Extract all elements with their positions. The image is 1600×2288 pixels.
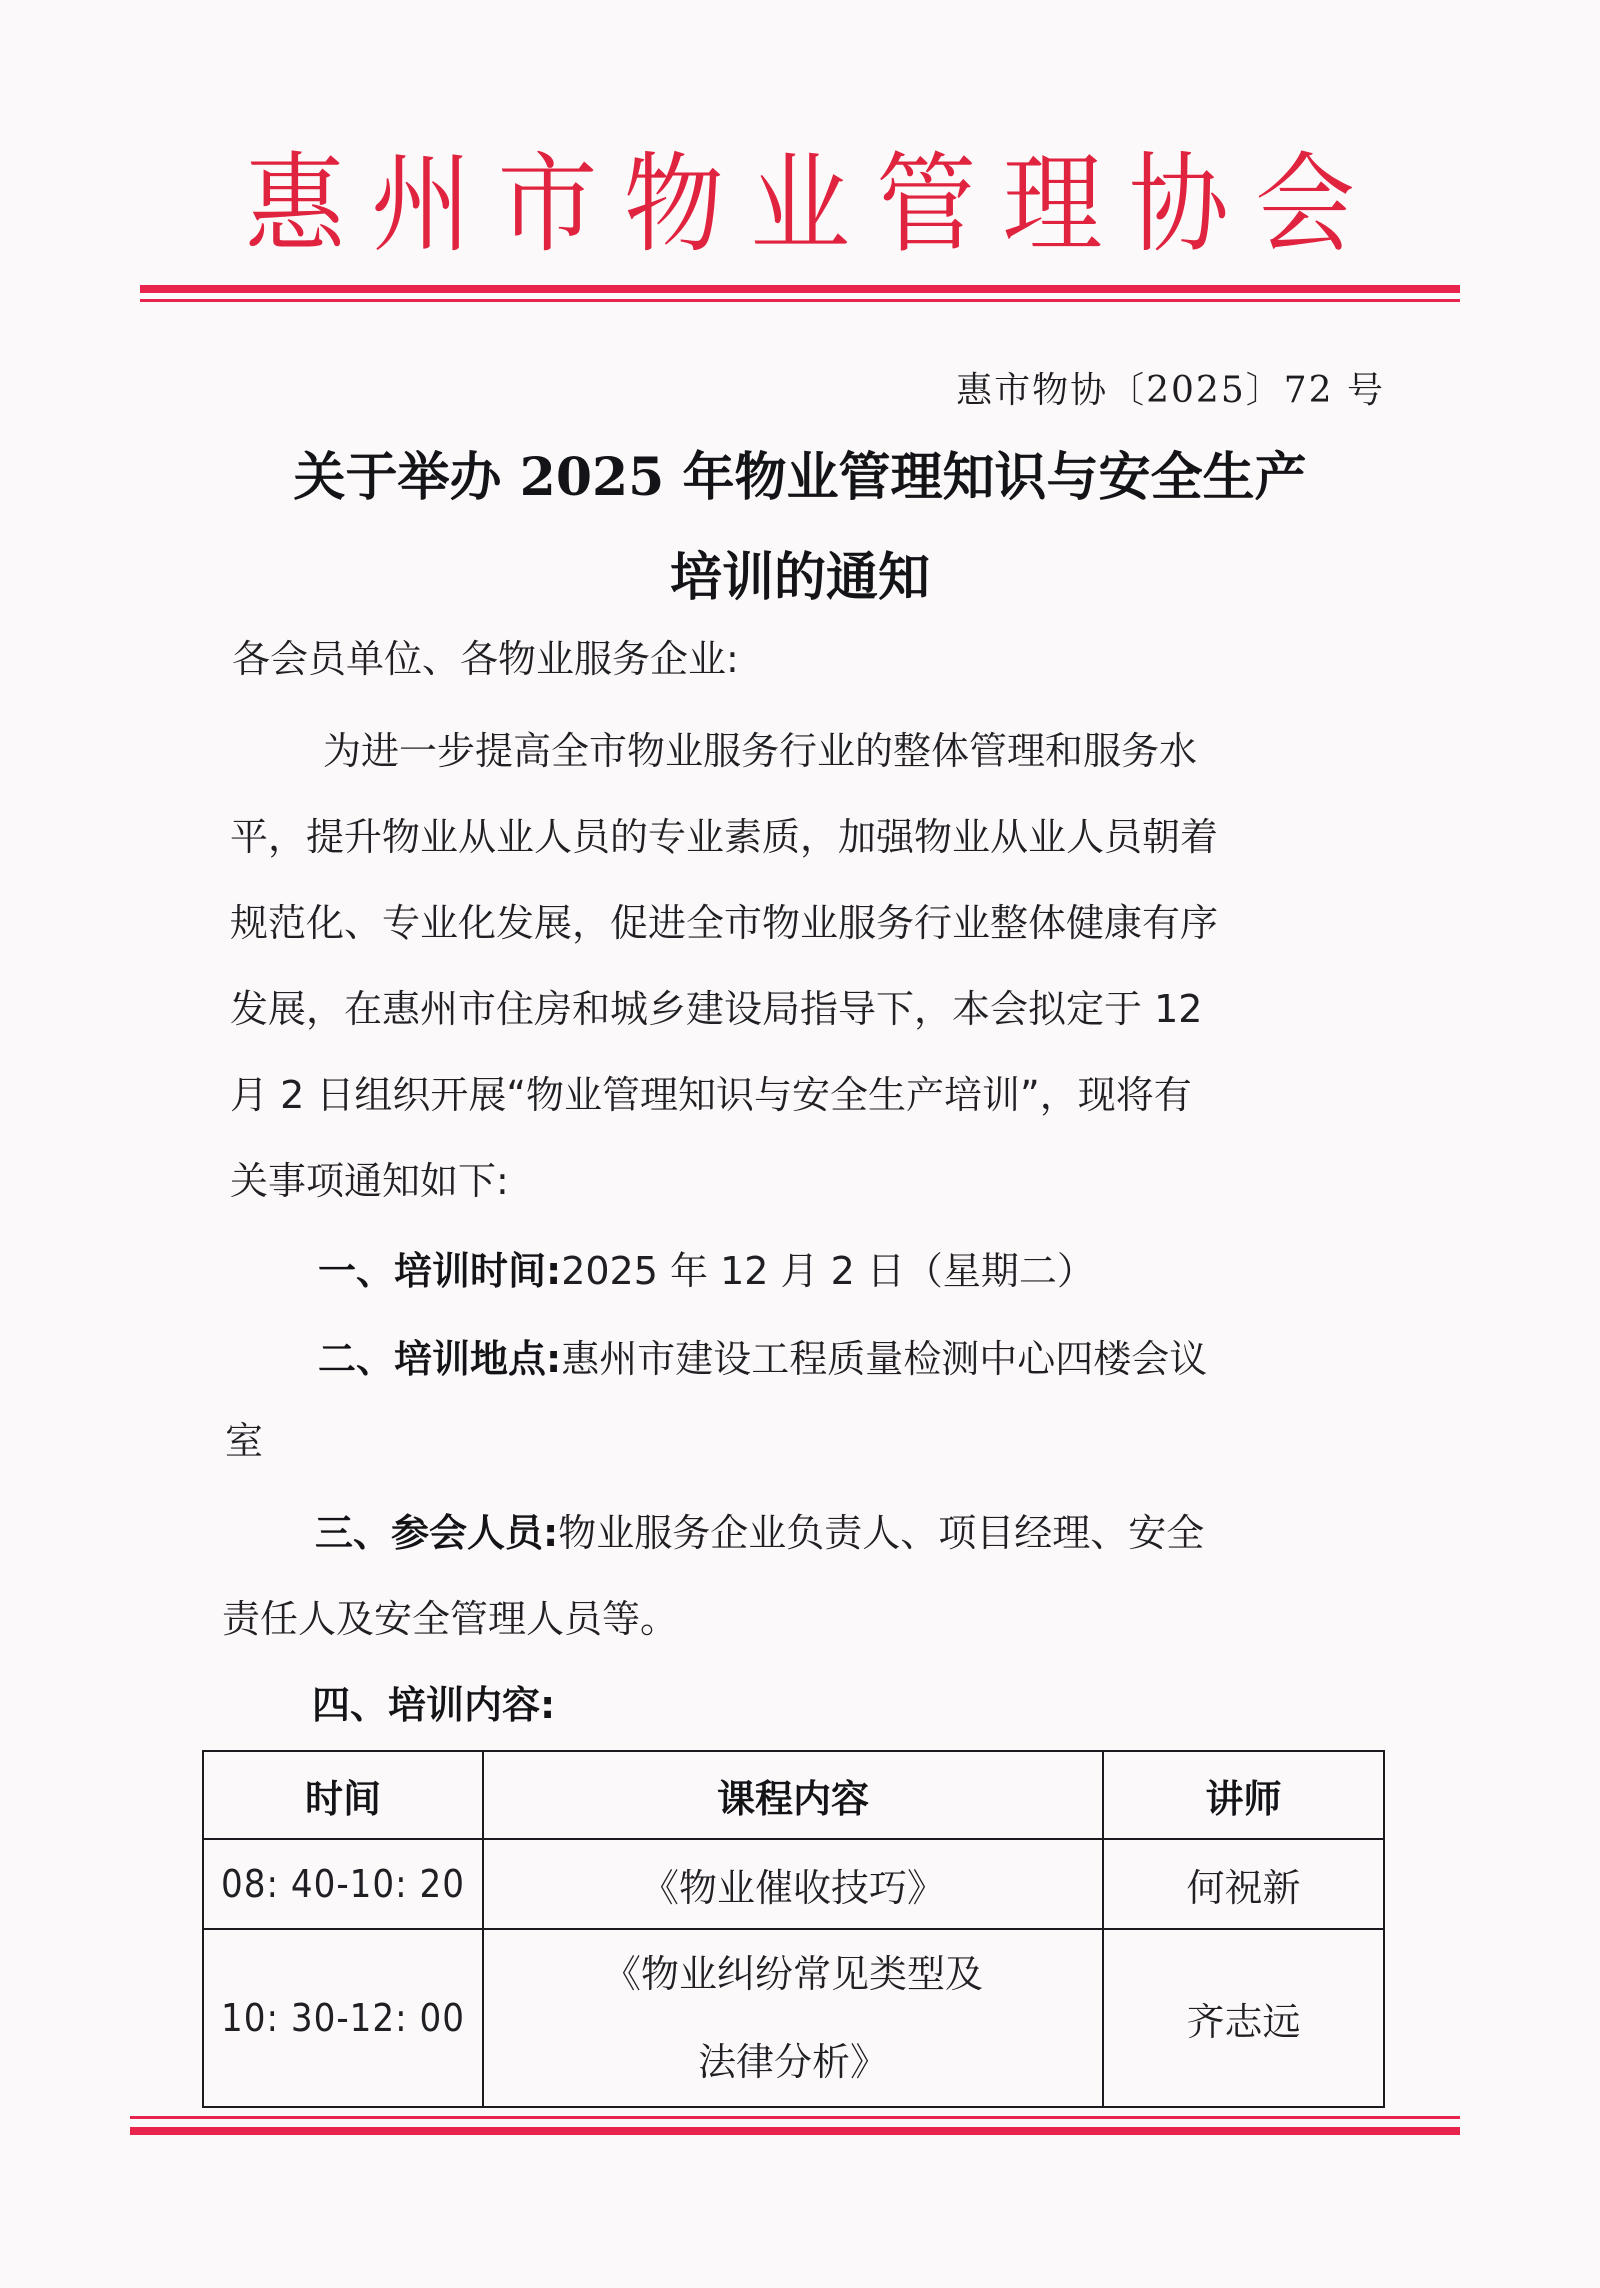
footer-thick-rule	[130, 2127, 1460, 2135]
section-value: 惠州市建设工程质量检测中心四楼会议	[561, 1337, 1208, 1381]
masthead-char: 理	[1002, 141, 1103, 268]
section-label: 一、培训时间:	[318, 1249, 562, 1293]
masthead-char: 物	[623, 141, 724, 268]
section-training-time	[318, 1249, 1095, 1293]
course-line-1: 《物业纠纷常见类型及	[602, 1952, 983, 1996]
section-attendees	[315, 1511, 1205, 1555]
masthead-organization-name	[140, 140, 1460, 270]
section-label: 三、参会人员:	[315, 1511, 559, 1555]
intro-line: 关事项通知如下:	[230, 1159, 509, 1203]
table-row	[203, 1839, 1384, 1929]
header-lecturer: 讲师	[1103, 1751, 1384, 1839]
course-line-2: 法律分析》	[697, 2040, 888, 2084]
masthead-char: 州	[371, 141, 472, 268]
header-course: 课程内容	[483, 1751, 1103, 1839]
section-location-continued: 室	[225, 1419, 264, 1463]
masthead-char: 管	[876, 141, 977, 268]
table-header-row	[203, 1751, 1384, 1839]
intro-line: 月 2 日组织开展“物业管理知识与安全生产培训”，现将有	[230, 1073, 1192, 1117]
section-value: 2025 年 12 月 2 日（星期二）	[561, 1249, 1095, 1293]
header-thin-rule	[140, 299, 1460, 302]
cell-time: 08: 40-10: 20	[203, 1839, 483, 1929]
intro-line: 发展，在惠州市住房和城乡建设局指导下，本会拟定于 12	[230, 987, 1203, 1031]
intro-line: 为进一步提高全市物业服务行业的整体管理和服务水	[323, 729, 1198, 773]
table-row	[203, 1929, 1384, 2107]
masthead-char: 会	[1255, 141, 1355, 268]
section-attendees-continued: 责任人及安全管理人员等。	[222, 1597, 679, 1641]
intro-line: 平，提升物业从业人员的专业素质，加强物业从业人员朝着	[230, 815, 1219, 859]
training-schedule-table	[202, 1750, 1385, 2108]
document-title-line-1: 关于举办 2025 年物业管理知识与安全生产	[293, 447, 1307, 508]
cell-course: 《物业催收技巧》	[483, 1839, 1103, 1929]
masthead-char: 惠	[245, 141, 345, 268]
footer-thin-rule	[130, 2116, 1460, 2119]
document-title-line-2: 培训的通知	[669, 547, 930, 608]
cell-time: 10: 30-12: 00	[203, 1929, 483, 2107]
section-training-location	[318, 1337, 1208, 1381]
cell-course	[483, 1929, 1103, 2107]
cell-lecturer: 何祝新	[1103, 1839, 1384, 1929]
section-label: 二、培训地点:	[318, 1337, 562, 1381]
section-training-content: 四、培训内容:	[312, 1683, 556, 1727]
intro-line: 规范化、专业化发展，促进全市物业服务行业整体健康有序	[230, 901, 1219, 945]
cell-lecturer: 齐志远	[1103, 1929, 1384, 2107]
masthead-char: 协	[1128, 141, 1229, 268]
salutation: 各会员单位、各物业服务企业:	[232, 637, 739, 681]
header-time: 时间	[203, 1751, 483, 1839]
masthead-char: 市	[497, 141, 598, 268]
document-number: 惠市物协〔2025〕72 号	[956, 370, 1385, 411]
masthead-char: 业	[750, 141, 850, 268]
section-value: 物业服务企业负责人、项目经理、安全	[558, 1511, 1205, 1555]
header-thick-rule	[140, 285, 1460, 293]
